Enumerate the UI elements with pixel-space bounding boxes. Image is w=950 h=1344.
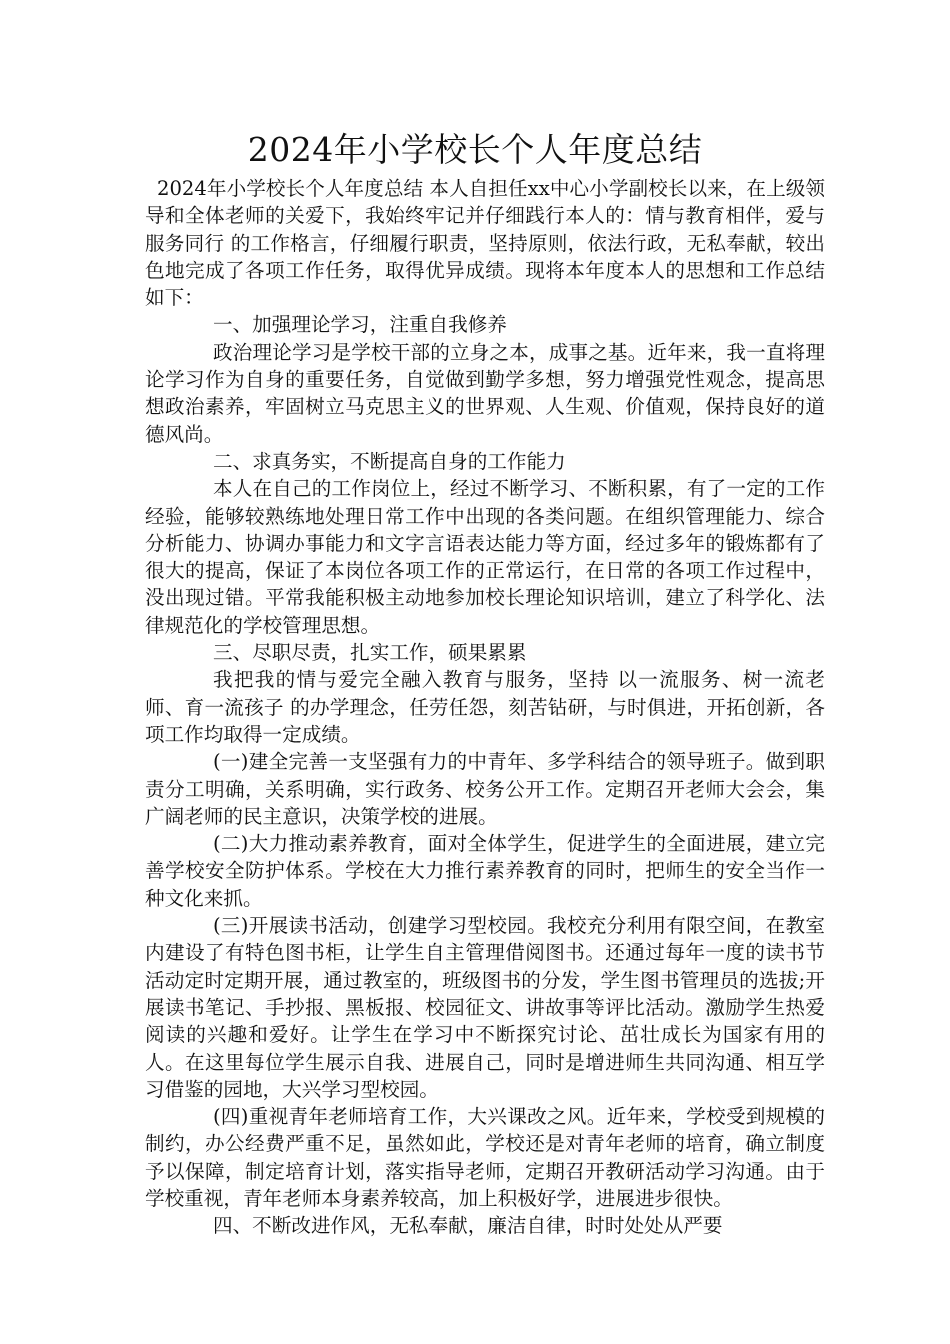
paragraph-intro: 2024年小学校长个人年度总结 本人自担任xx中心小学副校长以来，在上级领导和全体老师的关爱下，我始终牢记并仔细践行本人的：情与教育相伴，爱与服务同行 的工作格言，仔细履行职责，坚持原则，依法行政，无私奉献，较出色地完成了各项工作任务，取得优异成绩。现将本年度本人的思想和工作总结如下： — [145, 177, 825, 310]
section-heading-4: 四、不断改进作风，无私奉献，廉洁自律，时时处处从严要 — [213, 1214, 723, 1238]
paragraph: 我把我的情与爱完全融入教育与服务，坚持 以一流服务、树一流老师、育一流孩子 的办学理念，任劳任怨，刻苦钻研，与时俱进，开拓创新，各项工作均取得一定成绩。 — [145, 668, 825, 746]
paragraph: 本人在自己的工作岗位上，经过不断学习、不断积累，有了一定的工作经验，能够较熟练地处理日常工作中出现的各类问题。在组织管理能力、综合分析能力、协调办事能力和文字言语表达能力等方面，经过多年的锻炼都有了很大的提高，保证了本岗位各项工作的正常运行，在日常的各项工作过程中，没出现过错。平常我能积极主动地参加校长理论知识培训，建立了科学化、法律规范化的学校管理思想。 — [145, 477, 825, 637]
section-heading-2: 二、求真务实，不断提高自身的工作能力 — [213, 449, 566, 473]
document-body — [145, 175, 825, 1240]
section-heading-1: 一、加强理论学习，注重自我修养 — [213, 313, 507, 337]
paragraph: (四)重视青年老师培育工作，大兴课改之风。近年来，学校受到规模的制约，办公经费严重不足，虽然如此，学校还是对青年老师的培育，确立制度予以保障，制定培育计划，落实指导老师，定期召开教研活动学习沟通。由于学校重视，青年老师本身素养较高，加上积极好学，进展进步很快。 — [145, 1105, 825, 1210]
section-heading-3: 三、尽职尽责，扎实工作，硕果累累 — [213, 641, 527, 665]
paragraph: (二)大力推动素养教育，面对全体学生，促进学生的全面进展，建立完善学校安全防护体系。学校在大力推行素养教育的同时，把师生的安全当作一种文化来抓。 — [145, 832, 825, 910]
paragraph: (一)建全完善一支坚强有力的中青年、多学科结合的领导班子。做到职责分工明确，关系明确，实行政务、校务公开工作。定期召开老师大会会，集广阔老师的民主意识，决策学校的进展。 — [145, 750, 825, 828]
paragraph: 政治理论学习是学校干部的立身之本，成事之基。近年来，我一直将理论学习作为自身的重要任务，自觉做到勤学多想，努力增强党性观念，提高思想政治素养，牢固树立马克思主义的世界观、人生观、价值观，保持良好的道德风尚。 — [145, 340, 825, 446]
document-title: 2024年小学校长个人年度总结 — [247, 130, 703, 169]
paragraph: (三)开展读书活动，创建学习型校园。我校充分利用有限空间，在教室内建设了有特色图书柜，让学生自主管理借阅图书。还通过每年一度的读书节活动定时定期开展，通过教室的，班级图书的分发，学生图书管理员的选拔;开展读书笔记、手抄报、黑板报、校园征文、讲故事等评比活动。激励学生热爱阅读的兴趣和爱好。让学生在学习中不断探究讨论、茁壮成长为国家有用的人。在这里每位学生展示自我、进展自己，同时是增进师生共同沟通、相互学习借鉴的园地，大兴学习型校园。 — [145, 914, 825, 1101]
